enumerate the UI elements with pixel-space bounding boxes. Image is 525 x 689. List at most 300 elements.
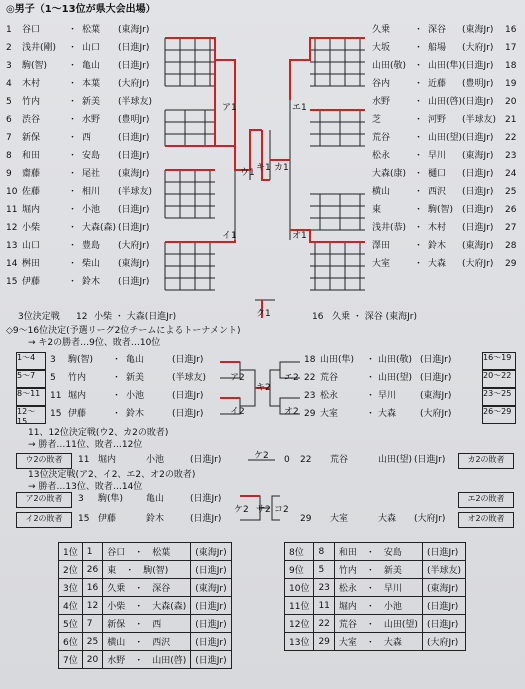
sec2-player1: 駒(智) <box>68 355 94 365</box>
entry-sep: ・ <box>414 97 424 107</box>
entry-no: 22 <box>505 133 517 143</box>
entry-player2: 木村 <box>428 223 447 233</box>
result-no: 5 <box>314 561 334 579</box>
entry-no: 16 <box>505 25 517 35</box>
result-row <box>59 615 232 633</box>
match-ku1-label: ク1 <box>256 309 271 319</box>
result-row <box>285 633 466 651</box>
result-club: (半球友) <box>422 561 465 579</box>
result-no: 16 <box>82 579 102 597</box>
entry-club: (日進Jr) <box>118 205 150 215</box>
sec3-mid: ケ2 <box>254 451 269 461</box>
sec3-no2: 22 <box>300 455 312 465</box>
entry-club: (東海Jr) <box>118 259 150 269</box>
results-table-left <box>58 542 232 669</box>
result-pair: 堀内 ・ 小池 <box>334 597 422 615</box>
sec2-no: 15 <box>50 409 62 419</box>
result-club: (日進Jr) <box>191 597 231 615</box>
result-club: (日進Jr) <box>191 651 231 669</box>
entry-club: (半球友) <box>462 115 497 125</box>
result-row <box>285 579 466 597</box>
result-row <box>59 651 232 669</box>
result-no: 7 <box>82 615 102 633</box>
entry-sep: ・ <box>414 241 424 251</box>
entry-player2: 尾社 <box>82 169 101 179</box>
entry-player2: 水野 <box>82 115 101 125</box>
entry-no: 10 <box>6 187 18 197</box>
entry-no: 11 <box>6 205 18 215</box>
match-ki1-label: キ1 <box>256 163 271 173</box>
result-club: (東海Jr) <box>191 543 231 561</box>
sec2-player2: 大森 <box>378 409 397 419</box>
entry-no: 8 <box>6 151 12 161</box>
sec4-player2: 鈴木 <box>146 514 165 524</box>
sec3-sub: → 勝者…11位、敗者…12位 <box>28 440 143 450</box>
entry-club: (日進Jr) <box>462 205 494 215</box>
match-u1-label: ウ1 <box>240 168 255 178</box>
sec3-title: 11、12位決定戦(ウ2、カ2の敗者) <box>28 428 169 438</box>
entry-player1: 和田 <box>22 151 41 161</box>
sec4-club: (日進Jr) <box>190 494 222 504</box>
match-o1-label: オ1 <box>292 231 307 241</box>
entry-player2: 鈴木 <box>82 277 101 287</box>
sec3-p4: 山田(望) <box>378 455 413 465</box>
entry-sep: ・ <box>414 25 424 35</box>
sec2-no: 23 <box>304 391 316 401</box>
sec3-p1: 堀内 <box>98 455 117 465</box>
entry-player1: 久乗 <box>372 25 391 35</box>
entry-sep: ・ <box>68 241 78 251</box>
sec2-sep: ・ <box>112 391 122 401</box>
entry-club: (大府Jr) <box>462 43 494 53</box>
entry-no: 3 <box>6 61 12 71</box>
match-ka1-label: カ1 <box>274 163 289 173</box>
sec2-player1: 堀内 <box>68 391 87 401</box>
match-ke2-label: ケ2 <box>234 505 249 515</box>
result-club: (日進Jr) <box>422 543 465 561</box>
entry-player1: 齋藤 <box>22 169 41 179</box>
result-rank: 3位 <box>59 579 83 597</box>
sec2-sep: ・ <box>366 373 376 383</box>
entry-no: 15 <box>6 277 18 287</box>
entry-club: (東海Jr) <box>118 25 150 35</box>
entry-sep: ・ <box>414 61 424 71</box>
result-row <box>59 597 232 615</box>
sec4-left-box: イ2の敗者 <box>16 512 72 528</box>
entry-no: 23 <box>505 151 517 161</box>
result-pair: 水野 ・ 山田(啓) <box>103 651 191 669</box>
sec2-club: (日進Jr) <box>172 355 204 365</box>
entry-player1: 横山 <box>372 187 391 197</box>
result-club: (大府Jr) <box>422 633 465 651</box>
sec4-no: 15 <box>78 514 90 524</box>
sec2-sep: ・ <box>366 355 376 365</box>
result-pair: 小柴 ・ 大森(森) <box>103 597 191 615</box>
entry-club: (大府Jr) <box>118 241 150 251</box>
sec2-no: 18 <box>304 355 316 365</box>
entry-club: (豊明Jr) <box>462 79 494 89</box>
sec4-club2: (大府Jr) <box>414 514 446 524</box>
entry-sep: ・ <box>414 223 424 233</box>
match-i2-label: イ2 <box>230 407 245 417</box>
sec3-no: 11 <box>78 455 90 465</box>
entry-no: 4 <box>6 79 12 89</box>
result-no: 22 <box>314 615 334 633</box>
sec2-player2: 山田(敬) <box>378 355 413 365</box>
entry-player1: 竹内 <box>22 97 41 107</box>
entry-player2: 河野 <box>428 115 447 125</box>
result-club: (東海Jr) <box>422 579 465 597</box>
entry-player2: 近藤 <box>428 79 447 89</box>
result-pair: 松永 ・ 早川 <box>334 579 422 597</box>
entry-no: 25 <box>505 187 517 197</box>
result-club: (日進Jr) <box>191 615 231 633</box>
sec3-p3: 荒谷 <box>330 455 349 465</box>
sec2-player1: 山田(隼) <box>320 355 355 365</box>
result-rank: 6位 <box>59 633 83 651</box>
entry-player1: 澤田 <box>372 241 391 251</box>
result-rank: 2位 <box>59 561 83 579</box>
entry-sep: ・ <box>68 43 78 53</box>
entry-player2: 柴山 <box>82 259 101 269</box>
sec2-club: (日進Jr) <box>172 409 204 419</box>
match-o2-label: オ2 <box>284 407 299 417</box>
result-rank: 10位 <box>285 579 314 597</box>
entry-club: (日進Jr) <box>462 223 494 233</box>
sec2-range-box: 20～22 <box>482 370 516 388</box>
result-rank: 7位 <box>59 651 83 669</box>
entry-player1: 山口 <box>22 241 41 251</box>
entry-sep: ・ <box>414 169 424 179</box>
sec4-no: 3 <box>78 494 84 504</box>
sec3-p2: 小池 <box>146 455 165 465</box>
sec2-player2: 新美 <box>126 373 145 383</box>
entry-player2: 本葉 <box>82 79 101 89</box>
sec2-player2: 小池 <box>126 391 145 401</box>
result-club: (日進Jr) <box>422 615 465 633</box>
sec2-range-box: 1～4 <box>16 352 46 370</box>
entry-player2: 小池 <box>82 205 101 215</box>
entry-club: (日進Jr) <box>462 61 494 71</box>
sec3-right-box: カ2の敗者 <box>458 453 514 469</box>
entry-player1: 木村 <box>22 79 41 89</box>
entry-player1: 渋谷 <box>22 115 41 125</box>
result-pair: 谷口 ・ 松葉 <box>103 543 191 561</box>
entry-sep: ・ <box>414 43 424 53</box>
entry-player2: 大森(森) <box>82 223 117 233</box>
entry-sep: ・ <box>68 115 78 125</box>
entry-player2: 樋口 <box>428 169 447 179</box>
entry-sep: ・ <box>68 187 78 197</box>
entry-sep: ・ <box>68 277 78 287</box>
entry-club: (大府Jr) <box>462 259 494 269</box>
entry-sep: ・ <box>68 151 78 161</box>
result-row <box>285 543 466 561</box>
entry-player1: 大室 <box>372 259 391 269</box>
entry-sep: ・ <box>68 259 78 269</box>
sec2-club: (大府Jr) <box>420 409 452 419</box>
entry-sep: ・ <box>414 187 424 197</box>
result-no: 11 <box>314 597 334 615</box>
sec4-left-box: ア2の敗者 <box>16 492 72 508</box>
entry-no: 6 <box>6 115 12 125</box>
sec3-club2: (日進Jr) <box>414 455 446 465</box>
sec4-player2: 亀山 <box>146 494 165 504</box>
sec3-left-box: ウ2の敗者 <box>16 453 72 469</box>
entry-player2: 西 <box>82 133 92 143</box>
entry-club: (日進Jr) <box>462 133 494 143</box>
entry-club: (日進Jr) <box>118 61 150 71</box>
entry-no: 18 <box>505 61 517 71</box>
result-club: (日進Jr) <box>422 597 465 615</box>
third-place-right-no: 16 <box>312 312 324 322</box>
sec2-player1: 竹内 <box>68 373 87 383</box>
result-rank: 8位 <box>285 543 314 561</box>
entry-player2: 豊島 <box>82 241 101 251</box>
match-e1-label: エ1 <box>292 103 307 113</box>
result-row <box>285 615 466 633</box>
entry-club: (豊明Jr) <box>118 115 150 125</box>
third-place-label: 3位決定戦 <box>18 312 60 322</box>
entry-player1: 大森(康) <box>372 169 407 179</box>
sec2-range-box: 5～7 <box>16 370 46 388</box>
entry-club: (半球友) <box>118 97 153 107</box>
entry-club: (日進Jr) <box>118 43 150 53</box>
entry-sep: ・ <box>68 97 78 107</box>
entry-player1: 東 <box>372 205 382 215</box>
match-e2-label: エ2 <box>284 373 299 383</box>
entry-sep: ・ <box>68 79 78 89</box>
entry-player1: 谷内 <box>372 79 391 89</box>
entry-no: 5 <box>6 97 12 107</box>
match-ki2-label: キ2 <box>256 383 271 393</box>
entry-player1: 駒(智) <box>22 61 48 71</box>
entry-sep: ・ <box>68 223 78 233</box>
result-pair: 東 ・ 駒(智) <box>103 561 191 579</box>
sec4-sub: → 勝者…13位、敗者…14位 <box>28 482 143 492</box>
result-no: 23 <box>314 579 334 597</box>
entry-player2: 相川 <box>82 187 101 197</box>
match-ko2-label: コ2 <box>274 505 289 515</box>
sec4-player1: 駒(隼) <box>98 494 124 504</box>
entry-player1: 谷口 <box>22 25 41 35</box>
entry-club: (日進Jr) <box>462 169 494 179</box>
sec4-title: 13位決定戦(ア2、イ2、エ2、オ2の敗者) <box>28 470 196 480</box>
sec2-range-box: 8～11 <box>16 388 46 406</box>
sec2-player1: 伊藤 <box>68 409 87 419</box>
sec2-no: 29 <box>304 409 316 419</box>
entry-player2: 山田(隼) <box>428 61 463 71</box>
entry-player2: 山田(望) <box>428 133 463 143</box>
entry-player2: 新美 <box>82 97 101 107</box>
entry-sep: ・ <box>68 205 78 215</box>
sec2-player2: 山田(望) <box>378 373 413 383</box>
entry-club: (東海Jr) <box>462 241 494 251</box>
entry-club: (大府Jr) <box>118 79 150 89</box>
third-place-left-no: 12 <box>76 312 88 322</box>
result-rank: 13位 <box>285 633 314 651</box>
entry-player1: 大坂 <box>372 43 391 53</box>
sec2-club: (東海Jr) <box>420 391 452 401</box>
result-no: 29 <box>314 633 334 651</box>
result-row <box>59 633 232 651</box>
result-rank: 4位 <box>59 597 83 615</box>
entry-sep: ・ <box>68 25 78 35</box>
entry-no: 2 <box>6 43 12 53</box>
entry-player2: 鈴木 <box>428 241 447 251</box>
entry-no: 20 <box>505 97 517 107</box>
entry-player2: 深谷 <box>428 25 447 35</box>
entry-club: (東海Jr) <box>118 169 150 179</box>
sec4-right-box: エ2の敗者 <box>458 492 514 508</box>
entry-no: 29 <box>505 259 517 269</box>
entry-club: (日進Jr) <box>118 223 150 233</box>
entry-player1: 芝 <box>372 115 382 125</box>
sec2-player2: 亀山 <box>126 355 145 365</box>
result-pair: 竹内 ・ 新美 <box>334 561 422 579</box>
result-pair: 和田 ・ 安島 <box>334 543 422 561</box>
entry-no: 12 <box>6 223 18 233</box>
sec2-no: 5 <box>50 373 56 383</box>
result-no: 20 <box>82 651 102 669</box>
entry-player1: 山田(敬) <box>372 61 407 71</box>
sec2-sub: → キ2の勝者…9位、敗者…10位 <box>28 338 161 348</box>
sec2-range-box: 12～15 <box>16 406 46 424</box>
entry-player1: 松永 <box>372 151 391 161</box>
match-a2-label: ア2 <box>230 373 245 383</box>
result-pair: 横山 ・ 西沢 <box>103 633 191 651</box>
sec2-no: 3 <box>50 355 56 365</box>
match-sa2-label: サ2 <box>256 505 271 515</box>
entry-club: (日進Jr) <box>118 151 150 161</box>
entry-club: (半球友) <box>118 187 153 197</box>
entry-player1: 堀内 <box>22 205 41 215</box>
result-rank: 11位 <box>285 597 314 615</box>
sec2-sep: ・ <box>366 391 376 401</box>
sec2-range-box: 16～19 <box>482 352 516 370</box>
entry-player2: 松葉 <box>82 25 101 35</box>
result-club: (日進Jr) <box>191 633 231 651</box>
sec2-player1: 大室 <box>320 409 339 419</box>
result-pair: 久乗 ・ 深谷 <box>103 579 191 597</box>
entry-player2: 西沢 <box>428 187 447 197</box>
sec2-sep: ・ <box>112 373 122 383</box>
match-a1-label: ア1 <box>222 103 237 113</box>
entry-no: 1 <box>6 25 12 35</box>
result-row <box>59 543 232 561</box>
entry-no: 28 <box>505 241 517 251</box>
sec2-player2: 鈴木 <box>126 409 145 419</box>
entry-no: 14 <box>6 259 18 269</box>
result-pair: 大室 ・ 大森 <box>334 633 422 651</box>
sec2-sep: ・ <box>112 355 122 365</box>
entry-sep: ・ <box>414 259 424 269</box>
result-row <box>59 579 232 597</box>
entry-sep: ・ <box>68 133 78 143</box>
entry-player1: 桝田 <box>22 259 41 269</box>
entry-no: 26 <box>505 205 517 215</box>
entry-player2: 駒(智) <box>428 205 454 215</box>
entry-player1: 小柴 <box>22 223 41 233</box>
sec4-right-box: オ2の敗者 <box>458 512 514 528</box>
entry-sep: ・ <box>414 151 424 161</box>
result-row <box>285 597 466 615</box>
sec2-player2: 早川 <box>378 391 397 401</box>
entry-player2: 大森 <box>428 259 447 269</box>
sec4-player3: 大室 <box>330 514 349 524</box>
sec2-no: 11 <box>50 391 62 401</box>
sec2-sep: ・ <box>112 409 122 419</box>
entry-no: 7 <box>6 133 12 143</box>
sec2-no: 22 <box>304 373 316 383</box>
entry-club: (東海Jr) <box>462 25 494 35</box>
entry-club: (日進Jr) <box>462 187 494 197</box>
entry-sep: ・ <box>414 79 424 89</box>
result-no: 25 <box>82 633 102 651</box>
sec4-player4: 大森 <box>378 514 397 524</box>
entry-player2: 早川 <box>428 151 447 161</box>
result-pair: 荒谷 ・ 山田(望) <box>334 615 422 633</box>
sec3-club: (日進Jr) <box>190 455 222 465</box>
result-no: 12 <box>82 597 102 615</box>
result-club: (東海Jr) <box>191 579 231 597</box>
entry-player1: 新保 <box>22 133 41 143</box>
entry-sep: ・ <box>414 133 424 143</box>
entry-player1: 伊藤 <box>22 277 41 287</box>
entry-player1: 浅井(剛) <box>22 43 57 53</box>
entry-sep: ・ <box>68 169 78 179</box>
entry-club: (日進Jr) <box>118 133 150 143</box>
entry-sep: ・ <box>414 205 424 215</box>
result-rank: 9位 <box>285 561 314 579</box>
result-row <box>285 561 466 579</box>
entry-no: 17 <box>505 43 517 53</box>
page-title: ◎男子（1～13位が県大会出場） <box>6 4 156 15</box>
sec2-range-box: 26～29 <box>482 406 516 424</box>
entry-player2: 安島 <box>82 151 101 161</box>
sec2-club: (半球友) <box>172 373 207 383</box>
entry-player2: 船場 <box>428 43 447 53</box>
entry-player1: 佐藤 <box>22 187 41 197</box>
entry-no: 27 <box>505 223 517 233</box>
result-rank: 1位 <box>59 543 83 561</box>
entry-no: 21 <box>505 115 517 125</box>
sec2-title: ◇9～16位決定(予選リーグ2位チームによるトーナメント) <box>6 326 241 336</box>
result-no: 26 <box>82 561 102 579</box>
result-club: (日進Jr) <box>191 561 231 579</box>
sec4-player1: 伊藤 <box>98 514 117 524</box>
results-table-right <box>284 542 466 651</box>
sec3-score: 0 <box>284 455 290 465</box>
entry-club: (日進Jr) <box>462 97 494 107</box>
entry-sep: ・ <box>68 61 78 71</box>
entry-no: 13 <box>6 241 18 251</box>
third-place-left: 小柴 ・ 大森(日進Jr) <box>94 312 177 322</box>
sec2-club: (日進Jr) <box>420 373 452 383</box>
sec4-no2: 29 <box>300 514 312 524</box>
match-i1-label: イ1 <box>222 231 237 241</box>
entry-player2: 亀山 <box>82 61 101 71</box>
result-no: 1 <box>82 543 102 561</box>
sec2-club: (日進Jr) <box>172 391 204 401</box>
entry-no: 24 <box>505 169 517 179</box>
result-no: 8 <box>314 543 334 561</box>
sec2-club: (日進Jr) <box>420 355 452 365</box>
result-rank: 12位 <box>285 615 314 633</box>
sec2-range-box: 23～25 <box>482 388 516 406</box>
entry-club: (日進Jr) <box>118 277 150 287</box>
entry-player1: 浅井(恭) <box>372 223 407 233</box>
